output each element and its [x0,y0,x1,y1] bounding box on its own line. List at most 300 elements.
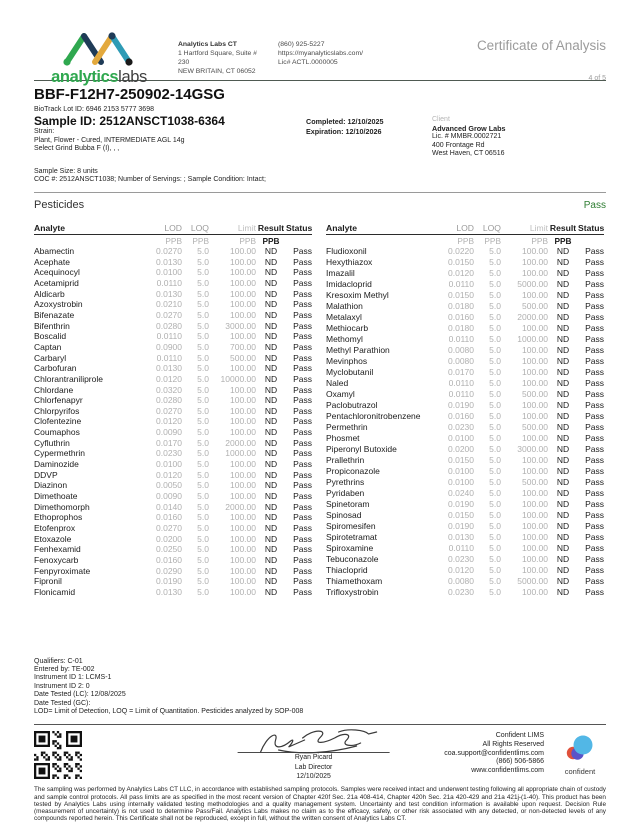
analyte-name: Acephate [34,256,70,267]
loq-value: 5.0 [489,246,501,257]
table-row [326,466,604,477]
loq-value: 5.0 [489,366,501,377]
limit-value: 100.00 [522,432,548,443]
limit-value: 500.00 [522,476,548,487]
result-value: ND [556,312,570,323]
lod-value: 0.0140 [156,501,182,512]
section-status-badge: Pass [583,199,606,211]
table-body-left [34,246,312,598]
table-row [326,499,604,510]
section-title: Pesticides [34,198,85,211]
result-value: ND [264,309,278,320]
result-value: ND [556,388,570,399]
status-value: Pass [293,501,312,512]
lod-value: 0.0110 [448,334,474,344]
analyte-name: Spinetoram [326,498,370,509]
loq-value: 5.0 [489,498,501,509]
col-limit: Limit [209,223,256,235]
limit-value: 100.00 [522,246,548,257]
loq-value: 5.0 [197,544,209,555]
qualifier-line: Date Tested (LC): 12/08/2025 [34,691,126,699]
result-value: ND [556,432,570,443]
analyte-name: Azoxystrobin [34,299,83,310]
analyte-name: Imazalil [326,268,355,279]
result-value: ND [264,469,278,480]
lab-website: https://myanalyticslabs.com/ [278,50,363,57]
limit-value: 100.00 [522,454,548,465]
table-row [34,321,312,332]
loq-value: 5.0 [197,267,209,278]
analyte-name: Chlorpyrifos [34,405,80,416]
lod-value: 0.0230 [448,586,474,597]
limit-value: 100.00 [230,533,256,544]
lod-value: 0.0230 [156,448,182,459]
table-row [326,411,604,422]
footer-row [34,728,606,782]
status-value: Pass [585,498,604,509]
table-row [34,299,312,310]
analyte-name: Spiroxamine [326,542,374,553]
lod-value: 0.0100 [156,267,182,278]
table-row [34,512,312,523]
status-value: Pass [293,373,312,384]
lims-email: coa.support@confidentlims.com [444,749,544,757]
status-value: Pass [293,416,312,427]
lod-value: 0.0100 [448,432,474,443]
analyte-name: Pyridaben [326,487,365,498]
sample-meta-block [34,168,606,185]
lod-value: 0.0270 [156,523,182,534]
result-value: ND [556,443,570,454]
lod-value: 0.0190 [448,520,474,531]
lod-value: 0.0180 [448,323,474,334]
limit-value: 100.00 [522,410,548,421]
loq-value: 5.0 [197,576,209,587]
loq-value: 5.0 [489,334,501,344]
analyte-name: Acetamiprid [34,277,79,288]
col-loq: LOQ [474,223,501,235]
limit-value: 100.00 [522,377,548,388]
lod-value: 0.0120 [156,416,182,427]
limit-value: 100.00 [230,427,256,438]
result-value: ND [556,323,570,334]
lod-value: 0.0150 [448,509,474,520]
table-row [34,363,312,374]
analyte-name: Spiromesifen [326,520,376,531]
analyte-name: Phosmet [326,432,360,443]
limit-value: 100.00 [230,256,256,267]
lod-value: 0.0080 [448,355,474,366]
status-value: Pass [293,469,312,480]
loq-value: 5.0 [197,416,209,427]
table-row [34,534,312,545]
lod-value: 0.0180 [448,301,474,312]
limit-value: 100.00 [230,405,256,416]
pesticides-table-right [326,223,604,598]
col-lod: LOD [434,223,474,235]
result-value: ND [264,395,278,406]
table-header [34,223,312,246]
result-value: ND [264,427,278,438]
table-body-right [326,246,604,598]
unit-result: PPB [262,235,280,246]
limit-value: 100.00 [522,257,548,268]
result-value: ND [264,331,278,342]
lab-address-line1: 1 Hartford Square, Suite # 230 [178,50,257,66]
analyte-name: Methiocarb [326,323,369,334]
status-value: Pass [293,565,312,576]
result-value: ND [264,544,278,555]
lod-value: 0.0130 [156,256,182,267]
section-divider [34,192,606,193]
status-value: Pass [293,491,312,502]
limit-value: 100.00 [230,416,256,427]
loq-value: 5.0 [197,331,209,342]
loq-value: 5.0 [489,432,501,443]
sample-id-block [34,114,306,159]
analyte-name: Etofenprox [34,523,76,534]
analyte-name: Kresoxim Methyl [326,290,389,301]
lab-name: Analytics Labs CT [178,41,237,48]
lod-value: 0.0220 [448,246,474,257]
loq-value: 5.0 [197,341,209,352]
status-value: Pass [585,366,604,377]
lod-value: 0.0110 [448,388,474,399]
result-value: ND [264,437,278,448]
lod-value: 0.0160 [448,410,474,421]
analyte-name: Bifenthrin [34,320,70,331]
loq-value: 5.0 [489,279,501,290]
status-value: Pass [585,564,604,575]
status-value: Pass [293,459,312,470]
table-row [326,576,604,587]
status-value: Pass [585,487,604,498]
lod-value: 0.0130 [156,586,182,597]
table-row [326,444,604,455]
lod-value: 0.0120 [156,469,182,480]
result-value: ND [556,542,570,553]
result-value: ND [556,344,570,355]
loq-value: 5.0 [197,384,209,395]
lod-value: 0.0270 [156,309,182,320]
status-value: Pass [293,555,312,565]
lod-value: 0.0160 [156,555,182,565]
lod-value: 0.0280 [156,320,182,331]
table-row [326,389,604,400]
completed-date: Completed: 12/10/2025 [306,117,384,126]
status-value: Pass [585,312,604,323]
limit-value: 100.00 [230,491,256,502]
limit-value: 100.00 [522,542,548,553]
status-value: Pass [293,320,312,331]
col-status: Status [578,222,605,233]
result-value: ND [556,421,570,432]
confident-logo-block [554,734,606,776]
result-value: ND [556,476,570,487]
col-result: Result [549,222,577,233]
loq-value: 5.0 [197,427,209,438]
table-row [34,427,312,438]
status-value: Pass [585,410,604,421]
table-row [326,488,604,499]
loq-value: 5.0 [489,323,501,334]
limit-value: 100.00 [522,323,548,334]
limit-value: 100.00 [230,523,256,534]
limit-value: 100.00 [230,299,256,310]
result-value: ND [264,480,278,491]
lod-value: 0.0230 [448,421,474,432]
result-value: ND [264,245,278,256]
mountain-zigzag-icon [53,28,145,70]
loq-value: 5.0 [197,459,209,470]
loq-value: 5.0 [197,448,209,459]
limit-value: 100.00 [522,344,548,355]
biotrack-lot-id: BioTrack Lot ID: 6946 2153 5777 3698 [34,106,154,113]
result-value: ND [264,384,278,395]
analyte-name: Daminozide [34,459,79,470]
table-row [34,331,312,342]
signature-date: 12/10/2025 [296,772,331,780]
unit-blank [286,234,312,246]
col-result: Result [257,222,285,233]
status-value: Pass [293,245,312,256]
status-value: Pass [293,256,312,267]
analyte-name: Mevinphos [326,355,368,366]
client-label: Client [432,116,450,123]
loq-value: 5.0 [489,388,501,399]
analyte-name: Piperonyl Butoxide [326,443,397,454]
status-value: Pass [585,586,604,597]
lod-value: 0.0120 [448,268,474,279]
status-value: Pass [585,476,604,487]
table-row [326,367,604,378]
result-value: ND [556,366,570,377]
lod-value: 0.0280 [156,395,182,406]
limit-value: 2000.00 [225,437,256,448]
lod-value: 0.0190 [448,399,474,410]
certificate-title-block [477,38,606,82]
result-value: ND [556,531,570,542]
status-value: Pass [585,290,604,301]
loq-value: 5.0 [197,501,209,512]
wordmark-analytics: analytics [51,68,119,86]
pesticides-table-left [34,223,312,598]
status-value: Pass [585,509,604,520]
analyte-name: Chlorfenapyr [34,395,83,406]
result-value: ND [556,509,570,520]
lod-value: 0.0130 [156,363,182,374]
unit-loq: PPB [484,235,501,246]
lod-value: 0.0100 [156,459,182,470]
status-value: Pass [585,279,604,290]
status-value: Pass [293,341,312,352]
loq-value: 5.0 [489,465,501,476]
result-value: ND [264,523,278,534]
result-value: ND [556,487,570,498]
status-value: Pass [293,288,312,299]
lod-value: 0.0080 [448,575,474,586]
status-value: Pass [585,454,604,465]
table-row [34,406,312,417]
table-row [326,532,604,543]
status-value: Pass [585,246,604,257]
result-value: ND [556,290,570,301]
loq-value: 5.0 [197,565,209,576]
table-row [326,290,604,301]
result-value: ND [264,565,278,576]
analyte-name: Flonicamid [34,586,76,597]
loq-value: 5.0 [197,533,209,544]
table-row [34,502,312,513]
result-value: ND [264,459,278,470]
limit-value: 100.00 [230,555,256,565]
table-row [326,279,604,290]
status-value: Pass [585,301,604,312]
unit-limit: PPB [531,235,548,246]
qr-code [34,731,82,779]
dates-block [306,114,432,159]
lod-value: 0.0290 [156,565,182,576]
table-row [34,246,312,257]
loq-value: 5.0 [197,352,209,363]
lod-value: 0.0110 [448,377,474,388]
table-row [326,565,604,576]
lod-value: 0.0150 [448,454,474,465]
status-value: Pass [585,344,604,355]
status-value: Pass [585,323,604,334]
status-value: Pass [585,531,604,542]
results-tables [34,223,606,598]
analyte-name: Hexythiazox [326,257,373,268]
analyte-name: Pentachloronitrobenzene [326,410,421,421]
table-row [34,374,312,385]
analyte-name: Fludioxonil [326,246,367,257]
result-value: ND [264,373,278,384]
table-row [326,422,604,433]
limit-value: 100.00 [230,565,256,576]
result-value: ND [264,586,278,597]
limit-value: 100.00 [230,288,256,299]
loq-value: 5.0 [489,377,501,388]
limit-value: 100.00 [230,586,256,597]
table-header [326,223,604,246]
lod-value: 0.0160 [448,312,474,323]
table-row [34,310,312,321]
lod-value: 0.0110 [156,331,182,342]
table-row [326,400,604,411]
lod-value: 0.0320 [156,384,182,395]
analyte-name: Pyrethrins [326,476,365,487]
result-value: ND [556,301,570,312]
loq-value: 5.0 [489,586,501,597]
lab-phone: (860) 925-5227 [278,41,325,48]
table-row [34,523,312,534]
batch-title: BBF-F12H7-250902-14GSG [34,86,225,103]
status-value: Pass [585,334,604,344]
table-row [326,334,604,345]
table-row [326,586,604,597]
loq-value: 5.0 [489,509,501,520]
signer-title: Lab Director [294,763,333,771]
table-row [326,268,604,279]
analyte-name: Permethrin [326,421,368,432]
limit-value: 1000.00 [225,448,256,459]
limit-value: 100.00 [522,487,548,498]
lod-value: 0.0190 [448,498,474,509]
limit-value: 100.00 [230,245,256,256]
status-value: Pass [585,257,604,268]
analyte-name: Acequinocyl [34,267,80,278]
status-value: Pass [293,277,312,288]
limit-value: 100.00 [522,465,548,476]
unit-result: PPB [554,235,572,246]
result-value: ND [556,399,570,410]
limit-value: 100.00 [522,553,548,564]
qualifier-line: Date Tested (GC): [34,699,91,707]
result-value: ND [264,416,278,427]
status-value: Pass [293,267,312,278]
table-row [34,438,312,449]
table-row [34,278,312,289]
table-row [34,395,312,406]
loq-value: 5.0 [489,301,501,312]
table-row [34,470,312,481]
status-value: Pass [293,480,312,491]
sample-id: Sample ID: 2512ANSCT1038-6364 [34,114,225,128]
status-value: Pass [293,544,312,555]
status-value: Pass [585,465,604,476]
qualifier-line: Instrument ID 2: 0 [34,682,90,690]
limit-value: 500.00 [522,388,548,399]
status-value: Pass [585,432,604,443]
result-value: ND [264,512,278,523]
loq-value: 5.0 [489,454,501,465]
result-value: ND [264,533,278,544]
limit-value: 100.00 [522,531,548,542]
signature-block [234,728,394,781]
lab-contact-block [278,40,388,67]
table-row [326,378,604,389]
lod-value: 0.0110 [448,279,474,290]
lod-value: 0.0150 [448,290,474,301]
lod-value: 0.0110 [156,277,182,288]
table-row [34,289,312,300]
loq-value: 5.0 [489,410,501,421]
unit-lod: PPB [165,235,182,246]
loq-value: 5.0 [489,520,501,531]
result-value: ND [556,410,570,421]
analyte-name: Boscalid [34,331,67,342]
lod-value: 0.0110 [156,352,182,363]
table-row [34,416,312,427]
header [34,0,606,86]
limit-value: 3000.00 [225,320,256,331]
qualifiers-block [34,658,606,717]
limit-value: 5000.00 [517,279,548,290]
analyte-name: Diazinon [34,480,68,491]
lod-value: 0.0090 [156,427,182,438]
status-value: Pass [293,331,312,342]
limit-value: 100.00 [230,384,256,395]
client-name: Advanced Grow Labs [432,124,506,133]
result-value: ND [264,277,278,288]
table-row [326,301,604,312]
lod-value: 0.0900 [156,341,182,352]
result-value: ND [264,501,278,512]
table-row [326,477,604,488]
col-limit: Limit [501,223,548,235]
result-value: ND [556,498,570,509]
